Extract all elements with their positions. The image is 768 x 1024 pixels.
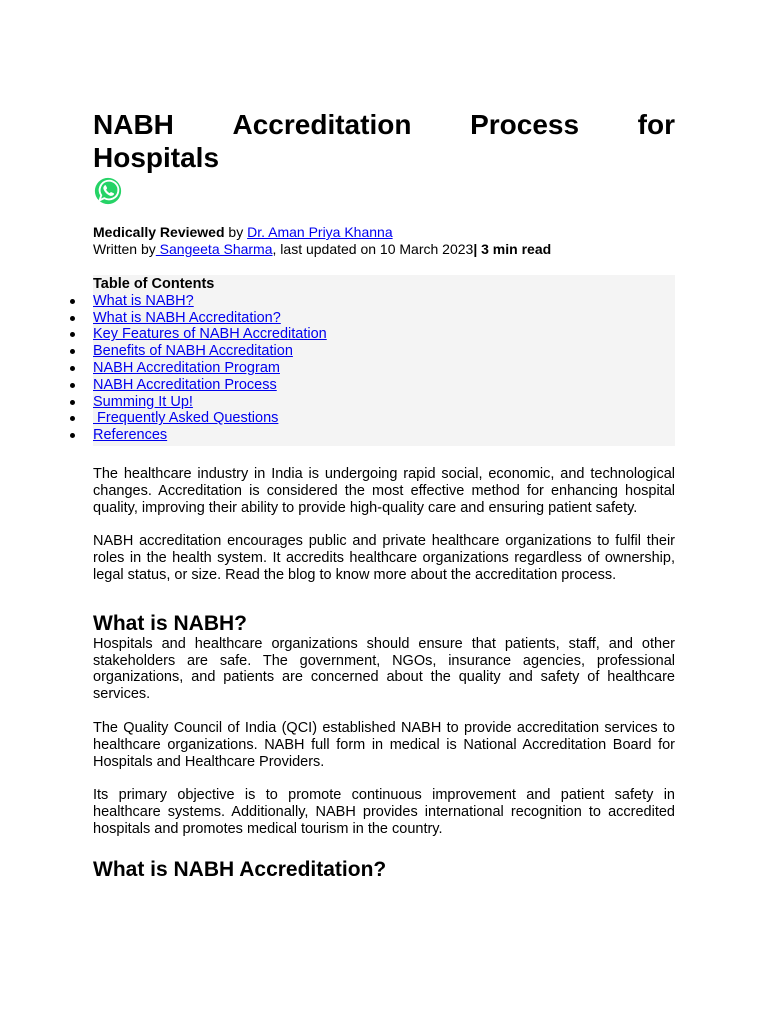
section1-paragraph-3: Its primary objective is to promote continuous improvement and patient safety in healthcare systems. Additionally, NABH provides international recognition to accredited hospitals and promotes medical tourism in the country. xyxy=(93,787,675,837)
title-word: Accreditation xyxy=(232,109,412,140)
written-by-text: Written by xyxy=(93,241,156,257)
toc-link-what-is-nabh[interactable]: What is NABH? xyxy=(93,292,194,309)
section-heading-what-is-nabh: What is NABH? xyxy=(93,611,247,635)
toc-item xyxy=(93,343,675,360)
toc-link-program[interactable]: NABH Accreditation Program xyxy=(93,359,280,376)
section1-paragraph-2: The Quality Council of India (QCI) established NABH to provide accreditation services to healthcare organizations. NABH full form in medical is National Accreditation Board for Hospitals and Healthcare Providers. xyxy=(93,719,675,770)
toc-title: Table of Contents xyxy=(93,276,215,292)
reviewed-label: Medically Reviewed xyxy=(93,224,225,240)
toc-link-key-features[interactable]: Key Features of NABH Accreditation xyxy=(93,326,327,343)
toc-link-summing-up[interactable]: Summing It Up! xyxy=(93,393,193,410)
reviewer-link[interactable]: Dr. Aman Priya Khanna xyxy=(247,224,393,240)
toc-link-references[interactable]: References xyxy=(93,427,168,444)
toc-list xyxy=(93,293,675,444)
updated-text: , last updated on 10 March 2023 xyxy=(272,241,474,257)
review-line xyxy=(93,224,675,241)
article xyxy=(93,108,675,882)
toc-item xyxy=(93,360,675,377)
title-line-2: Hospitals xyxy=(93,142,220,173)
toc-item xyxy=(93,427,675,444)
section-heading-what-is-nabh-accreditation: What is NABH Accreditation? xyxy=(93,857,387,881)
author-line xyxy=(93,241,675,258)
toc-link-process[interactable]: NABH Accreditation Process xyxy=(93,376,277,393)
table-of-contents xyxy=(93,275,675,446)
toc-item xyxy=(93,326,675,343)
intro-paragraph-1: The healthcare industry in India is undergoing rapid social, economic, and technological changes. Accreditation is considered the most effective method for enhancing hospital quality, improving their ability to provide high-quality care and ensuring patient safety. xyxy=(93,465,675,516)
author-link[interactable]: Sangeeta Sharma xyxy=(155,241,273,257)
toc-item xyxy=(93,293,675,310)
toc-item xyxy=(93,410,675,427)
title-word: Process xyxy=(470,109,580,140)
toc-link-faq[interactable]: Frequently Asked Questions xyxy=(93,410,279,427)
toc-link-benefits[interactable]: Benefits of NABH Accreditation xyxy=(93,343,293,360)
title-word: NABH xyxy=(93,109,174,140)
toc-item xyxy=(93,394,675,411)
section1-paragraph-1: Hospitals and healthcare organizations should ensure that patients, staff, and other stakeholders are safe. The government, NGOs, insurance agencies, professional organizations, and patients are concerned about the quality and safety of healthcare services. xyxy=(93,635,675,703)
toc-link-what-is-nabh-accreditation[interactable]: What is NABH Accreditation? xyxy=(93,309,281,326)
whatsapp-icon[interactable] xyxy=(93,176,123,206)
toc-item xyxy=(93,310,675,327)
title-word: for xyxy=(637,109,675,140)
article-meta xyxy=(93,224,675,258)
reviewed-by-text: by xyxy=(224,224,248,240)
toc-item xyxy=(93,377,675,394)
title-line-1 xyxy=(93,108,675,141)
intro-paragraph-2: NABH accreditation encourages public and private healthcare organizations to fulfil their roles in the health system. It accredits healthcare organizations regardless of ownership, legal status, or size. Read the blog to know more about the accreditation process. xyxy=(93,533,675,583)
page-title xyxy=(93,108,675,174)
read-time: | 3 min read xyxy=(473,241,552,257)
